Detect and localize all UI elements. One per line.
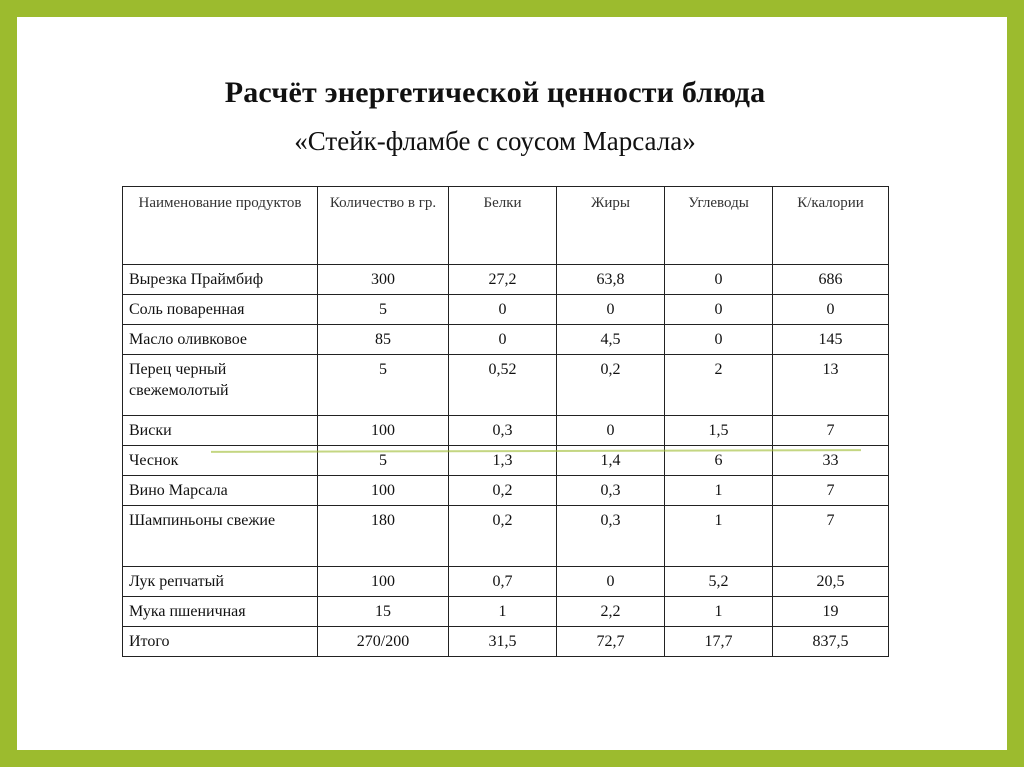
table-row (123, 476, 889, 506)
cell-quantity: 180 (318, 506, 449, 567)
cell-calories: 19 (773, 597, 889, 627)
header-proteins: Белки (449, 187, 557, 265)
header-quantity: Количество в гр. (318, 187, 449, 265)
cell-carbs: 1,5 (665, 416, 773, 446)
cell-calories: 33 (773, 446, 889, 476)
header-fats: Жиры (557, 187, 665, 265)
cell-fats: 63,8 (557, 265, 665, 295)
cell-proteins: 1,3 (449, 446, 557, 476)
cell-proteins: 0,2 (449, 506, 557, 567)
cell-product: Мука пшеничная (123, 597, 318, 627)
cell-carbs: 2 (665, 355, 773, 416)
table-row (123, 295, 889, 325)
cell-carbs: 0 (665, 265, 773, 295)
cell-proteins: 0,2 (449, 476, 557, 506)
cell-product: Вырезка Праймбиф (123, 265, 318, 295)
cell-product: Виски (123, 416, 318, 446)
table-header-row (123, 187, 889, 265)
cell-quantity: 85 (318, 325, 449, 355)
cell-product: Итого (123, 627, 318, 657)
cell-carbs: 1 (665, 597, 773, 627)
cell-product: Чеснок (123, 446, 318, 476)
cell-quantity: 300 (318, 265, 449, 295)
cell-proteins: 0,52 (449, 355, 557, 416)
cell-fats: 0,3 (557, 506, 665, 567)
table-row (123, 567, 889, 597)
cell-proteins: 0 (449, 295, 557, 325)
table-row (123, 355, 889, 416)
cell-carbs: 1 (665, 476, 773, 506)
cell-proteins: 0,3 (449, 416, 557, 446)
header-carbs: Углеводы (665, 187, 773, 265)
cell-product: Соль поваренная (123, 295, 318, 325)
cell-calories: 20,5 (773, 567, 889, 597)
cell-fats: 4,5 (557, 325, 665, 355)
header-calories: К/калории (773, 187, 889, 265)
cell-carbs: 1 (665, 506, 773, 567)
cell-calories: 145 (773, 325, 889, 355)
cell-calories: 686 (773, 265, 889, 295)
cell-fats: 0,2 (557, 355, 665, 416)
cell-fats: 0 (557, 295, 665, 325)
cell-product: Масло оливковое (123, 325, 318, 355)
table-row (123, 265, 889, 295)
cell-product: Шампиньоны свежие (123, 506, 318, 567)
header-product-name: Наименование продуктов (123, 187, 318, 265)
cell-quantity: 15 (318, 597, 449, 627)
cell-fats: 1,4 (557, 446, 665, 476)
cell-carbs: 0 (665, 295, 773, 325)
cell-quantity: 100 (318, 416, 449, 446)
cell-calories: 7 (773, 506, 889, 567)
cell-product: Лук репчатый (123, 567, 318, 597)
nutrition-table (122, 186, 889, 657)
cell-fats: 0 (557, 416, 665, 446)
cell-quantity: 100 (318, 567, 449, 597)
cell-product: Вино Марсала (123, 476, 318, 506)
cell-carbs: 6 (665, 446, 773, 476)
cell-quantity: 270/200 (318, 627, 449, 657)
cell-fats: 0 (557, 567, 665, 597)
table-row (123, 325, 889, 355)
table-row (123, 597, 889, 627)
page-subtitle: «Стейк-фламбе с соусом Марсала» (294, 126, 696, 156)
cell-fats: 0,3 (557, 476, 665, 506)
table-row (123, 506, 889, 567)
table-row (123, 416, 889, 446)
cell-proteins: 1 (449, 597, 557, 627)
cell-carbs: 5,2 (665, 567, 773, 597)
cell-carbs: 0 (665, 325, 773, 355)
cell-carbs: 17,7 (665, 627, 773, 657)
cell-calories: 7 (773, 416, 889, 446)
cell-calories: 0 (773, 295, 889, 325)
cell-quantity: 100 (318, 476, 449, 506)
cell-quantity: 5 (318, 446, 449, 476)
cell-calories: 7 (773, 476, 889, 506)
cell-quantity: 5 (318, 295, 449, 325)
cell-proteins: 27,2 (449, 265, 557, 295)
cell-proteins: 0 (449, 325, 557, 355)
cell-product: Перец черный свежемолотый (123, 355, 318, 416)
cell-fats: 2,2 (557, 597, 665, 627)
cell-proteins: 0,7 (449, 567, 557, 597)
cell-fats: 72,7 (557, 627, 665, 657)
cell-calories: 837,5 (773, 627, 889, 657)
table-total-row (123, 627, 889, 657)
cell-proteins: 31,5 (449, 627, 557, 657)
cell-calories: 13 (773, 355, 889, 416)
page-title: Расчёт энергетической ценности блюда (224, 76, 766, 109)
cell-quantity: 5 (318, 355, 449, 416)
